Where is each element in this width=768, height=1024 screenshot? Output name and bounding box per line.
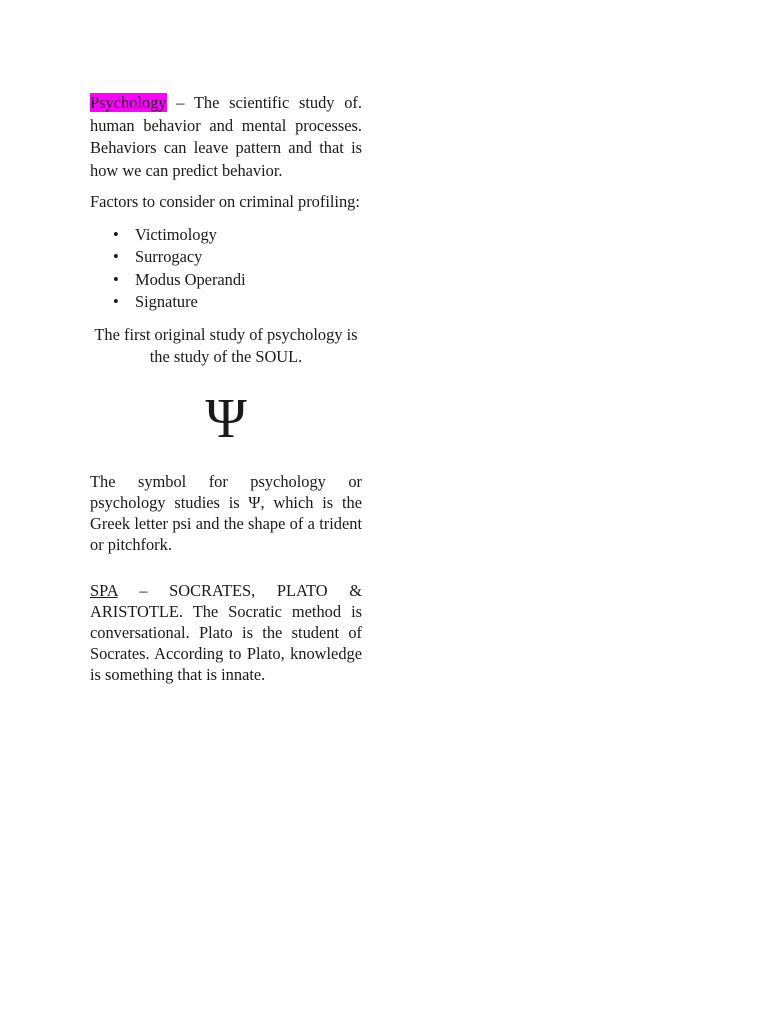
spa-term: SPA <box>90 580 118 600</box>
list-item-label: Signature <box>135 292 198 311</box>
list-item-label: Modus Operandi <box>135 269 246 289</box>
list-item-label: Victimology <box>135 224 217 244</box>
list-item <box>90 269 362 292</box>
definition-text: – The scientific study of. human behavior and mental processes. Behaviors can leave pattern and that is how we can predict behavior. <box>90 93 362 180</box>
psychology-definition <box>90 92 362 182</box>
highlighted-term: Psychology <box>90 93 167 112</box>
spa-text: – SOCRATES, PLATO & ARISTOTLE. The Socratic method is conversational. Plato is the student of Socrates. According to Plato, knowledge is something that is innate. <box>90 580 362 684</box>
list-item <box>90 246 362 269</box>
symbol-paragraph: The symbol for psychology or psychology studies is Ψ, which is the Greek letter psi and the shape of a trident or pitchfork. <box>90 471 362 554</box>
bullet-icon: • <box>113 247 119 266</box>
list-item <box>90 224 362 247</box>
factors-intro: Factors to consider on criminal profiling: <box>90 192 360 211</box>
bullet-icon: • <box>113 292 119 311</box>
factors-list <box>90 224 362 314</box>
list-item-label: Surrogacy <box>135 247 203 266</box>
soul-note: The first original study of psychology is the study of the SOUL. <box>94 324 358 366</box>
bullet-icon: • <box>113 224 119 244</box>
bullet-icon: • <box>113 269 119 289</box>
list-item <box>90 291 362 314</box>
spa-paragraph <box>90 580 362 685</box>
document-column <box>90 92 362 685</box>
psi-symbol: Ψ <box>205 387 247 450</box>
